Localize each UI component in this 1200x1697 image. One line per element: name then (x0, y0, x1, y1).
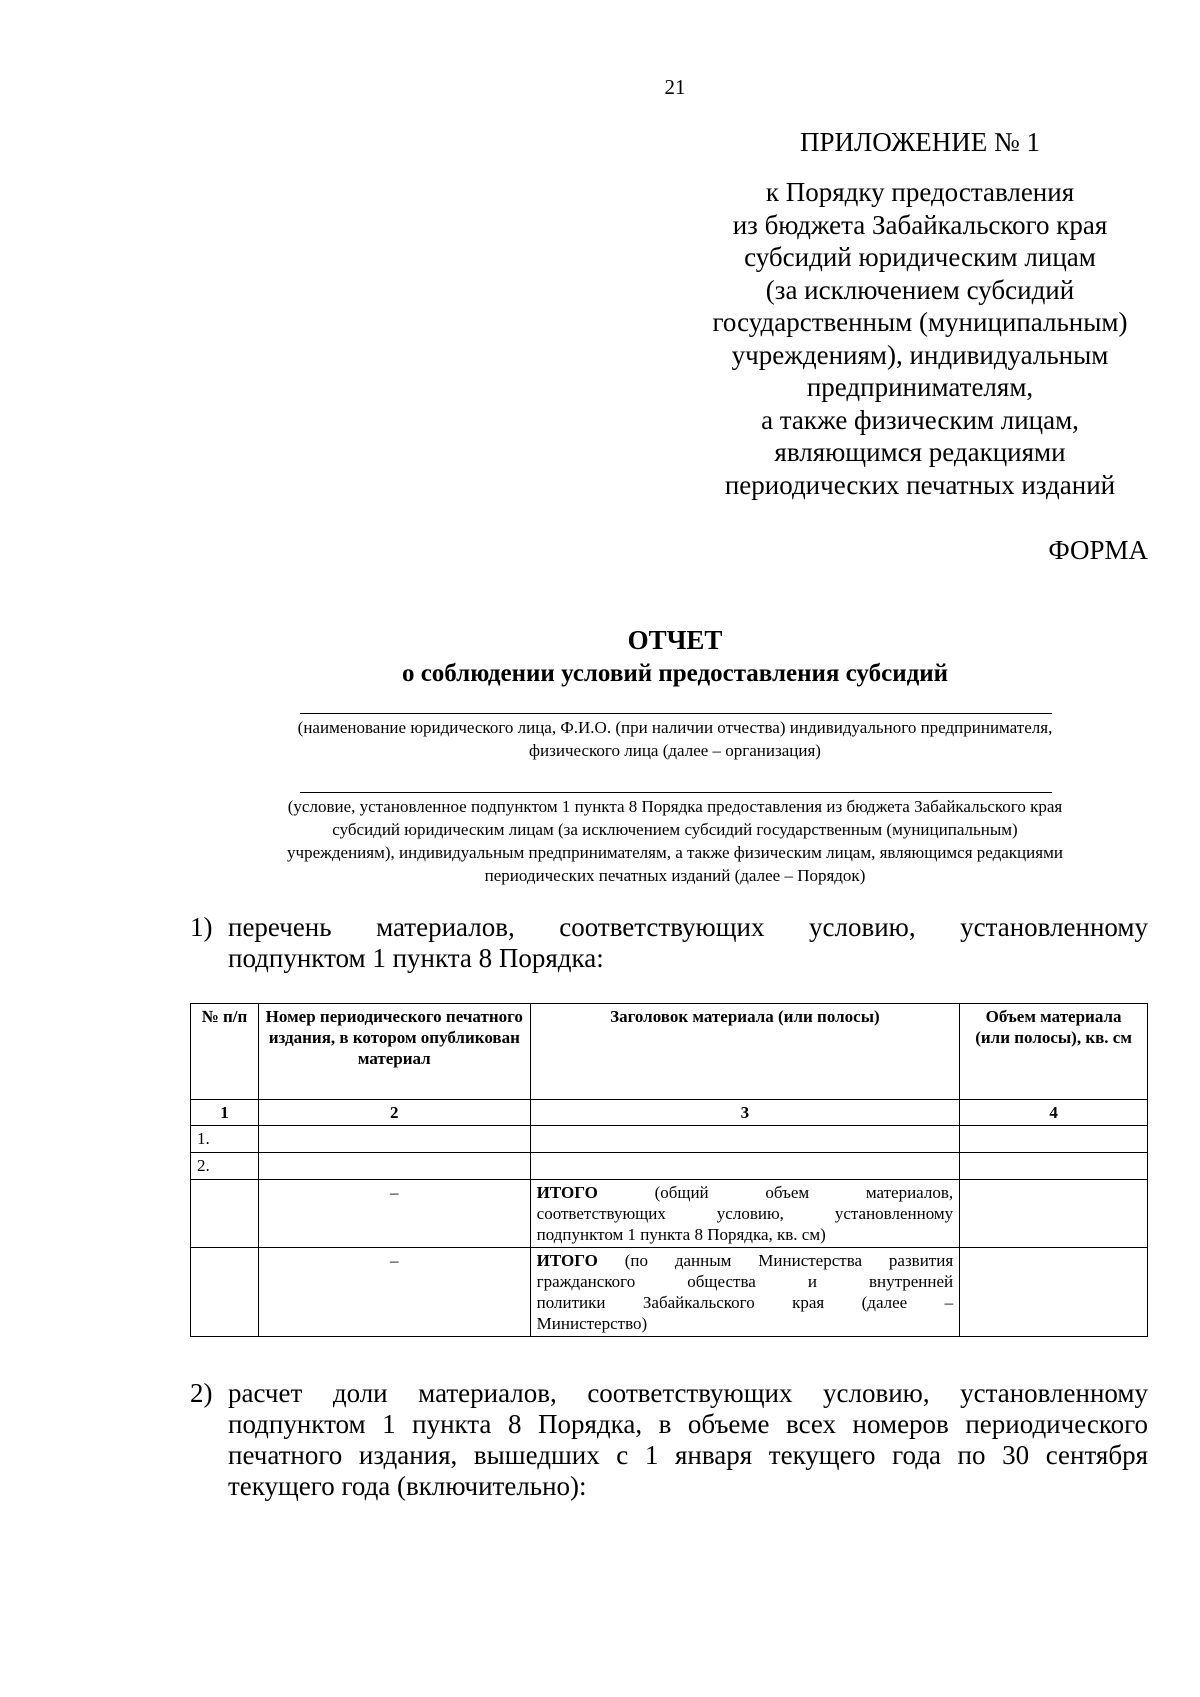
condition-line (300, 792, 1052, 793)
table-cell (191, 1180, 259, 1248)
header-issue-number: Номер периодического печатного издания, в котором опубликован материал (258, 1004, 530, 1100)
appendix-line: являющимся редакциями (774, 437, 1066, 467)
caption-line: периодических печатных изданий (далее – Порядок) (484, 866, 866, 885)
list-item-text (228, 912, 1148, 974)
table-cell (960, 1153, 1148, 1180)
text-line: перечень материалов, соответствующих условию, установленному (228, 912, 1148, 942)
total-description (530, 1248, 959, 1337)
column-number: 4 (960, 1100, 1148, 1126)
caption-line: (условие, установленное подпунктом 1 пункта 8 Порядка предоставления из бюджета Забайкальского края (287, 797, 1063, 816)
table-cell (258, 1153, 530, 1180)
text-line: Министерство) (536, 1314, 648, 1333)
total-description (530, 1180, 959, 1248)
appendix-line: периодических печатных изданий (724, 469, 1116, 500)
header-material-volume: Объем материала (или полосы), кв. см (960, 1004, 1148, 1100)
text-line: (по данным Министерства развития (624, 1251, 954, 1270)
text-line: политики Забайкальского края (далее – (536, 1293, 954, 1312)
table-cell-dash: – (258, 1248, 530, 1337)
organization-name-line (300, 713, 1052, 714)
column-number: 3 (530, 1100, 959, 1126)
table-total-row (191, 1248, 1148, 1337)
table-cell (960, 1248, 1148, 1337)
list-item-number: 1) (190, 912, 213, 942)
table-cell (530, 1153, 959, 1180)
text-line: расчет доли материалов, соответствующих условию, установленному (228, 1378, 1148, 1408)
table-row (191, 1153, 1148, 1180)
list-item-number: 2) (190, 1378, 213, 1408)
text-line: печатного издания, вышедших с 1 января текущего года по 30 сентября (228, 1440, 1148, 1470)
caption-line: (наименование юридического лица, Ф.И.О. (при наличии отчества) индивидуального предпринимателя, (297, 718, 1053, 737)
organization-caption (200, 716, 1150, 762)
table-cell (960, 1180, 1148, 1248)
table-cell: 1. (191, 1126, 259, 1153)
appendix-line: субсидий юридическим лицам (744, 242, 1096, 272)
text-line: подпунктом 1 пункта 8 Порядка: (228, 943, 604, 973)
column-number: 1 (191, 1100, 259, 1126)
list-item-text (228, 1378, 1148, 1502)
caption-line: физического лица (далее – организация) (529, 741, 821, 760)
column-number: 2 (258, 1100, 530, 1126)
text-line: подпунктом 1 пункта 8 Порядка, кв. см) (536, 1225, 826, 1244)
appendix-line: к Порядку предоставления (765, 177, 1075, 207)
materials-table (190, 1003, 1148, 1337)
table-header-row (191, 1004, 1148, 1100)
appendix-line: государственным (муниципальным) (712, 307, 1128, 337)
appendix-line: (за исключением субсидий (765, 274, 1075, 305)
condition-caption (200, 795, 1150, 887)
report-title: ОТЧЕТ (627, 625, 723, 655)
page-number: 21 (664, 75, 686, 99)
table-total-row (191, 1180, 1148, 1248)
appendix-text (690, 176, 1150, 501)
total-label: ИТОГО (536, 1183, 598, 1202)
appendix-line: а также физическим лицам, (761, 404, 1079, 435)
form-label: ФОРМА (1048, 535, 1148, 565)
caption-line: учреждениям), индивидуальным предпринимателям, а также физическим лицам, являющимся редакциями (287, 843, 1063, 862)
table-cell (191, 1248, 259, 1337)
total-label: ИТОГО (536, 1251, 598, 1270)
list-item-2 (190, 1378, 1148, 1502)
table-cell: 2. (191, 1153, 259, 1180)
table-cell (258, 1126, 530, 1153)
table-cell-dash: – (258, 1180, 530, 1248)
header-number: № п/п (191, 1004, 259, 1100)
appendix-title: ПРИЛОЖЕНИЕ № 1 (799, 127, 1041, 157)
caption-line: субсидий юридическим лицам (за исключением субсидий государственным (муниципальным) (332, 820, 1018, 839)
table-row (191, 1126, 1148, 1153)
text-line: соответствующих условию, установленному (536, 1204, 954, 1223)
appendix-line: из бюджета Забайкальского края (732, 209, 1108, 240)
text-line: подпунктом 1 пункта 8 Порядка, в объеме всех номеров периодического (228, 1409, 1148, 1439)
text-line: гражданского общества и внутренней (536, 1272, 954, 1291)
appendix-line: предпринимателям, (806, 372, 1034, 402)
list-item-1 (190, 912, 1148, 974)
table-cell (960, 1126, 1148, 1153)
table-cell (530, 1126, 959, 1153)
text-line: (общий объем материалов, (654, 1183, 954, 1202)
table-column-numbers-row (191, 1100, 1148, 1126)
report-subtitle: о соблюдении условий предоставления субсидий (401, 660, 949, 687)
header-material-title: Заголовок материала (или полосы) (530, 1004, 959, 1100)
appendix-line: учреждениям), индивидуальным (731, 339, 1109, 370)
text-line: текущего года (включительно): (228, 1471, 587, 1501)
